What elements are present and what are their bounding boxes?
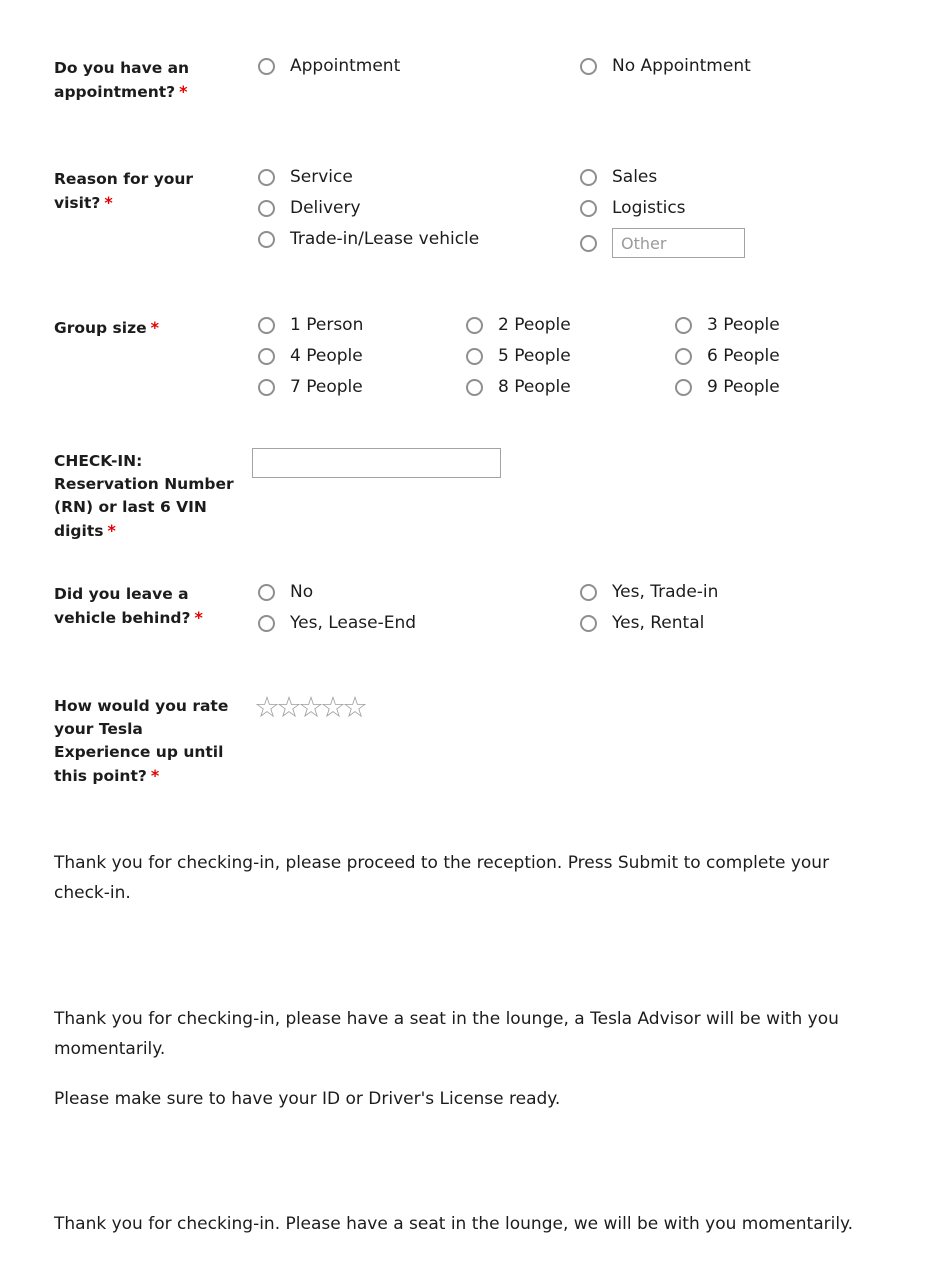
option-label: Appointment bbox=[290, 56, 401, 76]
option-label: 1 Person bbox=[290, 315, 364, 335]
checkin-input-wrap bbox=[252, 448, 876, 478]
option-no[interactable] bbox=[252, 581, 574, 603]
option-6-people[interactable] bbox=[669, 345, 876, 367]
option-no-appointment[interactable] bbox=[574, 55, 876, 77]
options-group bbox=[252, 314, 876, 398]
radio-button[interactable] bbox=[580, 235, 597, 252]
option-sales[interactable] bbox=[574, 166, 876, 188]
radio-button[interactable] bbox=[580, 200, 597, 217]
required-asterisk: * bbox=[107, 521, 116, 540]
radio-button[interactable] bbox=[466, 379, 483, 396]
question-label bbox=[54, 314, 252, 340]
radio-button[interactable] bbox=[466, 348, 483, 365]
option-delivery[interactable] bbox=[252, 197, 574, 219]
radio-button[interactable] bbox=[258, 584, 275, 601]
option-3-people[interactable] bbox=[669, 314, 876, 336]
option-label: 2 People bbox=[498, 315, 571, 335]
message-id-ready: Please make sure to have your ID or Driver's License ready. bbox=[54, 1089, 561, 1109]
option-yes-lease-end[interactable] bbox=[252, 612, 574, 634]
message-lounge-general: Thank you for checking-in. Please have a seat in the lounge, we will be with you momentarily. bbox=[54, 1214, 854, 1234]
required-asterisk: * bbox=[104, 193, 113, 212]
question-label-text: How would you rate your Tesla Experience up until this point? bbox=[54, 697, 229, 785]
option-label: No Appointment bbox=[612, 56, 751, 76]
option-label: 4 People bbox=[290, 346, 363, 366]
star-icon[interactable]: ☆ bbox=[342, 690, 368, 724]
reason-column-1 bbox=[252, 166, 574, 258]
question-label bbox=[54, 448, 252, 543]
option-label: Logistics bbox=[612, 198, 686, 218]
option-label: No bbox=[290, 582, 314, 602]
radio-button[interactable] bbox=[466, 317, 483, 334]
question-group-size bbox=[54, 314, 876, 398]
reservation-number-input[interactable] bbox=[252, 448, 501, 478]
option-yes-trade-in[interactable] bbox=[574, 581, 876, 603]
option-1-person[interactable] bbox=[252, 314, 460, 336]
radio-button[interactable] bbox=[675, 379, 692, 396]
message-lounge-advisor: Thank you for checking-in, please have a seat in the lounge, a Tesla Advisor will be with you momentarily. bbox=[54, 1009, 839, 1059]
option-2-people[interactable] bbox=[460, 314, 669, 336]
option-label: 6 People bbox=[707, 346, 780, 366]
question-visit-reason bbox=[54, 166, 876, 258]
radio-button[interactable] bbox=[258, 169, 275, 186]
radio-button[interactable] bbox=[258, 317, 275, 334]
options-group bbox=[252, 581, 876, 634]
radio-button[interactable] bbox=[258, 379, 275, 396]
reason-column-2 bbox=[574, 166, 876, 258]
radio-button[interactable] bbox=[580, 58, 597, 75]
options-group bbox=[252, 55, 876, 77]
option-5-people[interactable] bbox=[460, 345, 669, 367]
radio-button[interactable] bbox=[580, 615, 597, 632]
question-label bbox=[54, 166, 252, 215]
question-checkin-number bbox=[54, 448, 876, 543]
option-label: 9 People bbox=[707, 377, 780, 397]
question-appointment bbox=[54, 55, 876, 104]
star-icon[interactable]: ☆ bbox=[298, 690, 324, 724]
option-label: Yes, Trade-in bbox=[612, 582, 719, 602]
option-label: 8 People bbox=[498, 377, 571, 397]
radio-button[interactable] bbox=[258, 615, 275, 632]
option-7-people[interactable] bbox=[252, 376, 460, 398]
options-group bbox=[252, 166, 876, 258]
required-asterisk: * bbox=[150, 318, 159, 337]
rating-wrap bbox=[252, 690, 876, 724]
question-label-text: Group size bbox=[54, 319, 147, 337]
star-rating[interactable] bbox=[252, 690, 876, 724]
option-9-people[interactable] bbox=[669, 376, 876, 398]
option-label: Sales bbox=[612, 167, 658, 187]
option-appointment[interactable] bbox=[252, 55, 574, 77]
option-other[interactable] bbox=[574, 228, 876, 258]
question-label-text: CHECK-IN: Reservation Number (RN) or last 6 VIN digits bbox=[54, 452, 234, 540]
question-label bbox=[54, 55, 252, 104]
radio-button[interactable] bbox=[675, 348, 692, 365]
option-label: 5 People bbox=[498, 346, 571, 366]
radio-button[interactable] bbox=[580, 584, 597, 601]
option-label: Yes, Lease-End bbox=[290, 613, 417, 633]
radio-button[interactable] bbox=[258, 58, 275, 75]
option-service[interactable] bbox=[252, 166, 574, 188]
question-label bbox=[54, 693, 252, 788]
radio-button[interactable] bbox=[258, 348, 275, 365]
radio-button[interactable] bbox=[258, 200, 275, 217]
radio-button[interactable] bbox=[675, 317, 692, 334]
option-label: Trade-in/Lease vehicle bbox=[290, 229, 480, 249]
radio-button[interactable] bbox=[580, 169, 597, 186]
option-4-people[interactable] bbox=[252, 345, 460, 367]
required-asterisk: * bbox=[179, 82, 188, 101]
option-yes-rental[interactable] bbox=[574, 612, 876, 634]
option-label: Service bbox=[290, 167, 353, 187]
question-label-text: Did you leave a vehicle behind? bbox=[54, 585, 191, 627]
question-experience-rating bbox=[54, 690, 876, 788]
option-label: Yes, Rental bbox=[612, 613, 705, 633]
option-label: 7 People bbox=[290, 377, 363, 397]
option-logistics[interactable] bbox=[574, 197, 876, 219]
option-trade-in-lease-vehicle[interactable] bbox=[252, 228, 574, 250]
radio-button[interactable] bbox=[258, 231, 275, 248]
question-label bbox=[54, 581, 252, 630]
required-asterisk: * bbox=[150, 766, 160, 785]
star-icon[interactable]: ☆ bbox=[320, 690, 346, 724]
option-label: Delivery bbox=[290, 198, 361, 218]
question-vehicle-behind bbox=[54, 581, 876, 634]
required-asterisk: * bbox=[194, 608, 203, 627]
star-icon[interactable]: ☆ bbox=[254, 690, 280, 724]
option-label: 3 People bbox=[707, 315, 780, 335]
question-label-text: Reason for your visit? bbox=[54, 170, 194, 212]
option-8-people[interactable] bbox=[460, 376, 669, 398]
message-reception: Thank you for checking-in, please proceed to the reception. Press Submit to complete your check-in. bbox=[54, 853, 830, 903]
star-icon[interactable]: ☆ bbox=[276, 690, 302, 724]
other-reason-input[interactable] bbox=[612, 228, 745, 258]
question-label-text: Do you have an appointment? bbox=[54, 59, 190, 101]
